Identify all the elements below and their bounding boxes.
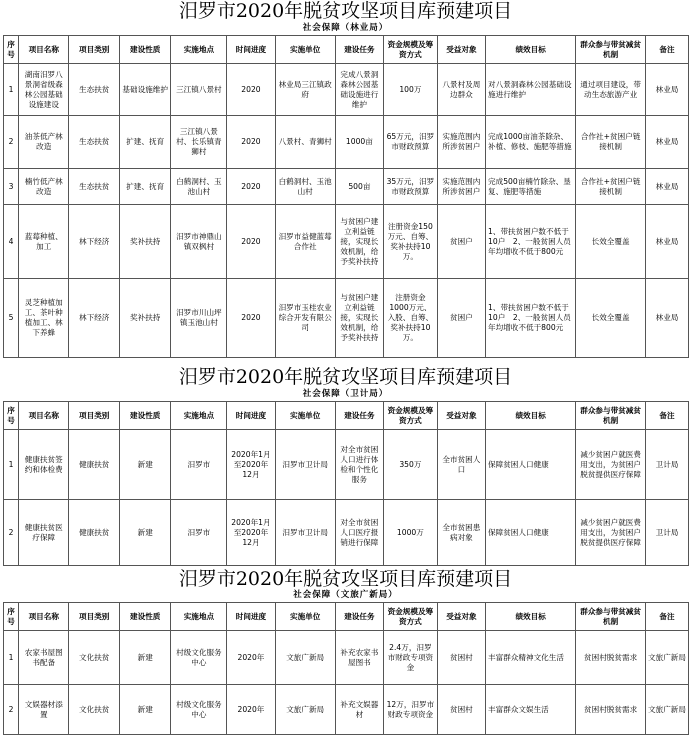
cell-beneficiary: 贫困村 (437, 685, 485, 735)
cell-project-name: 健康扶贫医疗保障 (19, 500, 69, 566)
section-title: 汨罗市2020年脱贫攻坚项目库预建项目 (178, 568, 513, 590)
cell-seq: 1 (4, 64, 19, 116)
header-mechanism: 群众参与带贫减贫机制 (576, 402, 646, 430)
cell-beneficiary: 全市贫困患病对象 (437, 500, 485, 566)
cell-remark: 卫计局 (646, 500, 689, 566)
header-funding: 资金规模及筹资方式 (384, 603, 438, 631)
cell-task: 1000亩 (335, 116, 383, 169)
cell-seq: 5 (4, 279, 19, 358)
cell-mechanism: 减少贫困户就医费用支出，为贫困户脱贫提供医疗保障 (576, 500, 646, 566)
header-task: 建设任务 (335, 36, 383, 64)
cell-nature: 扩建、抚育 (119, 116, 171, 169)
table-row (4, 116, 689, 169)
cell-funding: 35万元，汨罗市财政预算 (384, 169, 438, 205)
cell-mechanism: 长效全覆盖 (576, 279, 646, 358)
cell-remark: 林业局 (646, 169, 689, 205)
cell-funding: 注册资金1000万元、入股、自筹、奖补扶持10万。 (384, 279, 438, 358)
project-table-forestry (3, 35, 689, 358)
cell-nature: 扩建、抚育 (119, 169, 171, 205)
cell-goal: 完成1000亩油茶除杂、补植、修枝、施肥等措施 (486, 116, 576, 169)
cell-category: 文化扶贫 (69, 685, 119, 735)
header-schedule: 时间进度 (227, 36, 275, 64)
cell-goal: 丰富群众精神文化生活 (486, 631, 576, 685)
cell-location: 汨罗市神鼎山镇双枫村 (171, 205, 227, 279)
cell-beneficiary: 贫困村 (437, 631, 485, 685)
table-row (4, 64, 689, 116)
table-row (4, 685, 689, 735)
table-header-row (4, 603, 689, 631)
header-mechanism: 群众参与带贫减贫机制 (576, 603, 646, 631)
header-schedule: 时间进度 (227, 603, 275, 631)
cell-category: 生态扶贫 (69, 116, 119, 169)
header-nature: 建设性质 (119, 36, 171, 64)
cell-unit: 八景村、青狮村 (275, 116, 335, 169)
cell-goal: 保障贫困人口健康 (486, 430, 576, 500)
cell-project-name: 灵芝种植加工、茶叶种植加工、林下养蜂 (19, 279, 69, 358)
cell-task: 与贫困户建立利益链接，实现长效机制，给予奖补扶持 (335, 279, 383, 358)
cell-goal: 对八景洞森林公园基础设施进行维护 (486, 64, 576, 116)
cell-beneficiary: 贫困户 (437, 279, 485, 358)
cell-schedule: 2020年1月至2020年12月 (227, 430, 275, 500)
cell-project-name: 文娱器材添置 (19, 685, 69, 735)
cell-beneficiary: 实施范围内所涉贫困户 (437, 169, 485, 205)
header-schedule: 时间进度 (227, 402, 275, 430)
cell-location: 村级文化服务中心 (171, 631, 227, 685)
cell-location: 白鹤洞村、玉池山村 (171, 169, 227, 205)
cell-goal: 1、带扶贫困户数不低于10户 2、一般贫困人员年均增收不低于800元 (486, 205, 576, 279)
cell-remark: 卫计局 (646, 430, 689, 500)
cell-funding: 12万，汨罗市财政专项资金 (384, 685, 438, 735)
cell-task: 与贫困户建立利益链接，实现长效机制，给予奖补扶持 (335, 205, 383, 279)
cell-location: 三江镇八景村 (171, 64, 227, 116)
header-beneficiary: 受益对象 (437, 36, 485, 64)
header-seq: 序号 (4, 402, 19, 430)
table-row (4, 205, 689, 279)
cell-task: 对全市贫困人口医疗报销进行保障 (335, 500, 383, 566)
cell-remark: 林业局 (646, 205, 689, 279)
table-body (4, 402, 689, 566)
cell-unit: 林业局三江镇政府 (275, 64, 335, 116)
header-goal: 绩效目标 (486, 603, 576, 631)
cell-goal: 1、带扶贫困户数不低于10户 2、一般贫困人员年均增收不低于800元 (486, 279, 576, 358)
header-remark: 备注 (646, 36, 689, 64)
cell-location: 汨罗市川山坪镇玉池山村 (171, 279, 227, 358)
cell-schedule: 2020 (227, 169, 275, 205)
header-unit: 实施单位 (275, 36, 335, 64)
cell-unit: 文旅广新局 (275, 631, 335, 685)
cell-funding: 注册资金150万元、自筹、奖补扶持10万。 (384, 205, 438, 279)
header-location: 实施地点 (171, 402, 227, 430)
table-header-row (4, 402, 689, 430)
header-project-name: 项目名称 (19, 603, 69, 631)
cell-project-name: 湖南汨罗八景洞省级森林公园基础设施建设 (19, 64, 69, 116)
cell-remark: 林业局 (646, 64, 689, 116)
cell-unit: 汨罗市卫计局 (275, 500, 335, 566)
cell-schedule: 2020 (227, 64, 275, 116)
cell-funding: 350万 (384, 430, 438, 500)
cell-seq: 2 (4, 500, 19, 566)
table-header-row (4, 36, 689, 64)
cell-seq: 2 (4, 685, 19, 735)
section-title: 汨罗市2020年脱贫攻坚项目库预建项目 (178, 0, 513, 22)
section-subtitle: 社会保障（卫计局） (302, 389, 389, 399)
cell-mechanism: 减少贫困户就医费用支出，为贫困户脱贫提供医疗保障 (576, 430, 646, 500)
cell-nature: 奖补扶持 (119, 205, 171, 279)
header-beneficiary: 受益对象 (437, 603, 485, 631)
cell-remark: 文旅广新局 (646, 631, 689, 685)
cell-project-name: 楠竹低产林改造 (19, 169, 69, 205)
cell-seq: 1 (4, 631, 19, 685)
cell-location: 村级文化服务中心 (171, 685, 227, 735)
cell-seq: 4 (4, 205, 19, 279)
header-funding: 资金规模及筹资方式 (384, 402, 438, 430)
header-unit: 实施单位 (275, 603, 335, 631)
cell-schedule: 2020 (227, 279, 275, 358)
cell-schedule: 2020 (227, 116, 275, 169)
cell-location: 三江镇八景村、长乐镇青狮村 (171, 116, 227, 169)
cell-unit: 白鹤洞村、玉池山村 (275, 169, 335, 205)
header-goal: 绩效目标 (486, 36, 576, 64)
cell-nature: 新建 (119, 631, 171, 685)
section-title: 汨罗市2020年脱贫攻坚项目库预建项目 (178, 366, 513, 388)
cell-category: 健康扶贫 (69, 500, 119, 566)
table-row (4, 430, 689, 500)
cell-location: 汨罗市 (171, 430, 227, 500)
header-seq: 序号 (4, 36, 19, 64)
cell-category: 生态扶贫 (69, 169, 119, 205)
header-seq: 序号 (4, 603, 19, 631)
header-location: 实施地点 (171, 36, 227, 64)
cell-funding: 100万 (384, 64, 438, 116)
header-project-name: 项目名称 (19, 36, 69, 64)
cell-nature: 新建 (119, 430, 171, 500)
project-table-health (3, 401, 689, 566)
cell-nature: 新建 (119, 685, 171, 735)
section-subtitle: 社会保障（文旅广新局） (293, 590, 398, 600)
cell-unit: 文旅广新局 (275, 685, 335, 735)
cell-project-name: 油茶低产林改造 (19, 116, 69, 169)
cell-unit: 汨罗市益健蓝莓合作社 (275, 205, 335, 279)
cell-category: 文化扶贫 (69, 631, 119, 685)
cell-beneficiary: 全市贫困人口 (437, 430, 485, 500)
cell-nature: 奖补扶持 (119, 279, 171, 358)
header-remark: 备注 (646, 402, 689, 430)
cell-category: 健康扶贫 (69, 430, 119, 500)
cell-goal: 完成500亩楠竹除杂、垦复、施肥等措施 (486, 169, 576, 205)
section-subtitle: 社会保障（林业局） (302, 23, 389, 33)
table-body (4, 603, 689, 735)
table-row (4, 169, 689, 205)
cell-funding: 2.4万，汨罗市财政专项资金 (384, 631, 438, 685)
cell-remark: 文旅广新局 (646, 685, 689, 735)
cell-funding: 65万元，汨罗市财政预算 (384, 116, 438, 169)
cell-task: 补充文娱器材 (335, 685, 383, 735)
cell-mechanism: 通过项目建设，带动生态旅游产业 (576, 64, 646, 116)
header-unit: 实施单位 (275, 402, 335, 430)
cell-project-name: 蓝莓种植、加工 (19, 205, 69, 279)
cell-task: 对全市贫困人口进行体检和个性化服务 (335, 430, 383, 500)
cell-schedule: 2020年 (227, 631, 275, 685)
cell-task: 500亩 (335, 169, 383, 205)
cell-task: 补充农家书屋图书 (335, 631, 383, 685)
cell-goal: 保障贫困人口健康 (486, 500, 576, 566)
project-table-culture (3, 602, 689, 735)
header-location: 实施地点 (171, 603, 227, 631)
cell-unit: 汨罗市玉桂农业综合开发有限公司 (275, 279, 335, 358)
header-category: 项目类别 (69, 603, 119, 631)
header-category: 项目类别 (69, 402, 119, 430)
cell-project-name: 健康扶贫签约和体检费 (19, 430, 69, 500)
cell-location: 汨罗市 (171, 500, 227, 566)
header-project-name: 项目名称 (19, 402, 69, 430)
cell-category: 林下经济 (69, 205, 119, 279)
cell-mechanism: 长效全覆盖 (576, 205, 646, 279)
cell-beneficiary: 八景村及周边群众 (437, 64, 485, 116)
header-category: 项目类别 (69, 36, 119, 64)
header-beneficiary: 受益对象 (437, 402, 485, 430)
header-nature: 建设性质 (119, 402, 171, 430)
cell-mechanism: 贫困村脱贫需求 (576, 631, 646, 685)
cell-mechanism: 合作社+贫困户链接机制 (576, 169, 646, 205)
cell-nature: 基础设施维护 (119, 64, 171, 116)
header-mechanism: 群众参与带贫减贫机制 (576, 36, 646, 64)
table-row (4, 500, 689, 566)
cell-task: 完成八景洞森林公园基础设施进行维护 (335, 64, 383, 116)
cell-nature: 新建 (119, 500, 171, 566)
cell-mechanism: 合作社+贫困户链接机制 (576, 116, 646, 169)
table-row (4, 631, 689, 685)
header-task: 建设任务 (335, 603, 383, 631)
header-remark: 备注 (646, 603, 689, 631)
cell-seq: 2 (4, 116, 19, 169)
cell-funding: 1000万 (384, 500, 438, 566)
cell-remark: 林业局 (646, 279, 689, 358)
cell-schedule: 2020年1月至2020年12月 (227, 500, 275, 566)
cell-unit: 汨罗市卫计局 (275, 430, 335, 500)
header-goal: 绩效目标 (486, 402, 576, 430)
cell-schedule: 2020年 (227, 685, 275, 735)
cell-project-name: 农家书屋图书配备 (19, 631, 69, 685)
cell-goal: 丰富群众文娱生活 (486, 685, 576, 735)
header-nature: 建设性质 (119, 603, 171, 631)
cell-seq: 1 (4, 430, 19, 500)
cell-seq: 3 (4, 169, 19, 205)
cell-mechanism: 贫困村脱贫需求 (576, 685, 646, 735)
cell-category: 生态扶贫 (69, 64, 119, 116)
cell-category: 林下经济 (69, 279, 119, 358)
table-row (4, 279, 689, 358)
cell-beneficiary: 实施范围内所涉贫困户 (437, 116, 485, 169)
cell-remark: 林业局 (646, 116, 689, 169)
header-funding: 资金规模及筹资方式 (384, 36, 438, 64)
header-task: 建设任务 (335, 402, 383, 430)
table-body (4, 36, 689, 358)
cell-schedule: 2020 (227, 205, 275, 279)
cell-beneficiary: 贫困户 (437, 205, 485, 279)
